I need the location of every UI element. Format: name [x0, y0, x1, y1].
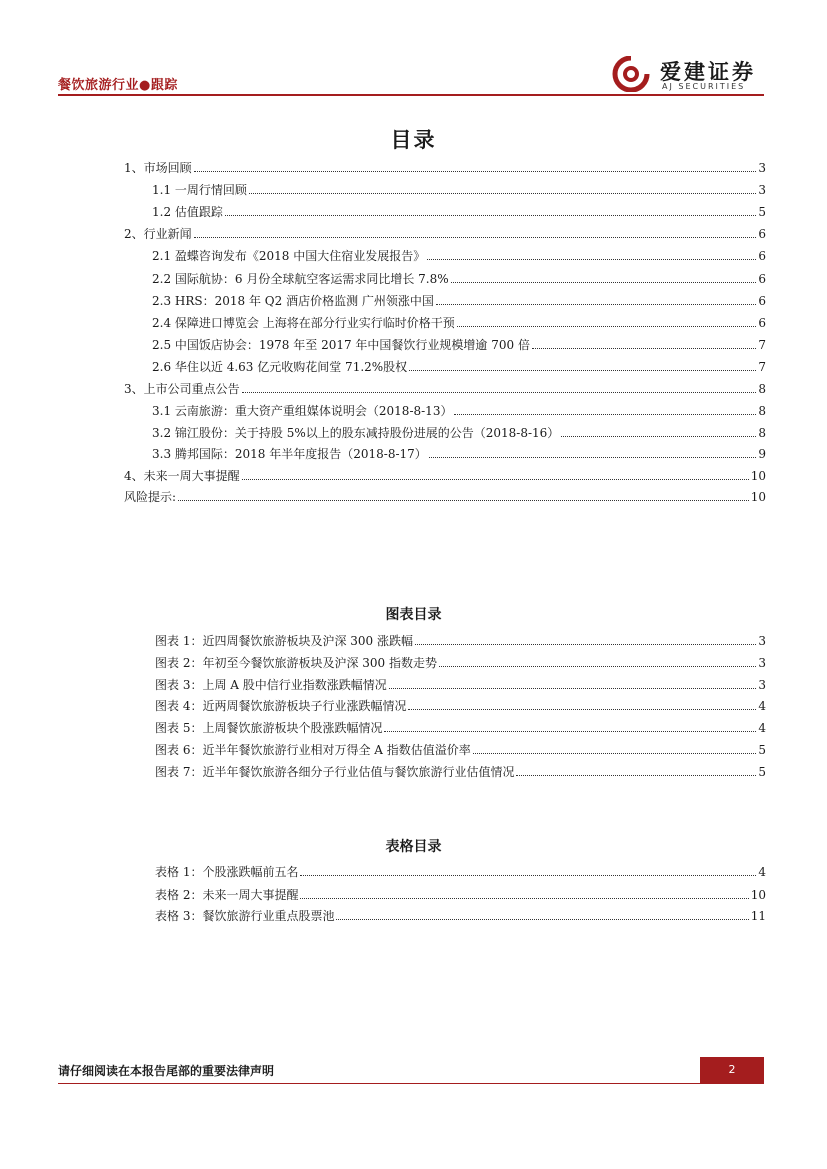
toc-entry-page: 6 — [758, 249, 766, 263]
table-entry-page: 10 — [750, 888, 766, 902]
toc-entry[interactable] — [124, 465, 766, 483]
toc-entry[interactable] — [152, 334, 766, 352]
table-entry-page: 11 — [750, 909, 766, 923]
toc-entry-text: 风险提示: — [124, 490, 177, 504]
figure-entry[interactable] — [155, 761, 766, 779]
figure-entry-text: 图表 3：上周 A 股中信行业指数涨跌幅情况 — [155, 678, 387, 692]
toc-entry-text: 3.3 腾邦国际：2018 年半年度报告（2018-8-17） — [152, 447, 427, 461]
toc-entry[interactable] — [152, 201, 766, 219]
page-number: 2 — [700, 1057, 764, 1083]
footer-divider — [58, 1083, 764, 1084]
toc-entry-page: 6 — [758, 316, 766, 330]
toc-entry-page: 10 — [750, 490, 766, 504]
toc-entry-page: 5 — [758, 205, 766, 219]
toc-entry-text: 3.2 锦江股份：关于持股 5%以上的股东减持股份进展的公告（2018-8-16） — [152, 426, 560, 440]
figure-entry-text: 图表 7：近半年餐饮旅游各细分子行业估值与餐饮旅游行业估值情况 — [155, 765, 515, 779]
toc-entry[interactable] — [152, 312, 766, 330]
toc-entry[interactable] — [152, 356, 766, 374]
toc-entry-page: 7 — [758, 338, 766, 352]
figure-entry[interactable] — [155, 630, 766, 648]
footer-disclaimer: 请仔细阅读在本报告尾部的重要法律声明 — [58, 1064, 275, 1078]
table-entry[interactable] — [155, 861, 766, 879]
tables-title: 表格目录 — [385, 839, 442, 855]
toc-entry[interactable] — [124, 486, 766, 504]
figure-entry-page: 5 — [758, 743, 766, 757]
toc-entry-page: 10 — [750, 469, 766, 483]
header-divider — [58, 94, 764, 96]
table-entry[interactable] — [155, 884, 766, 902]
toc-entry-text: 1.1 一周行情回顾 — [152, 183, 247, 197]
figure-entry-text: 图表 1：近四周餐饮旅游板块及沪深 300 涨跌幅 — [155, 634, 413, 648]
table-entry-text: 表格 3：餐饮旅游行业重点股票池 — [155, 909, 335, 923]
header-title: 餐饮旅游行业●跟踪 — [58, 78, 178, 93]
toc-entry-page: 7 — [758, 360, 766, 374]
toc-entry-page: 6 — [758, 294, 766, 308]
toc-entry-text: 3、上市公司重点公告 — [124, 382, 240, 396]
figure-entry-page: 3 — [758, 634, 766, 648]
figure-entry[interactable] — [155, 695, 766, 713]
table-entry[interactable] — [155, 905, 766, 923]
toc-title: 目录 — [390, 127, 437, 152]
figure-entry-page: 5 — [758, 765, 766, 779]
figure-entry-text: 图表 6：近半年餐饮旅游行业相对万得全 A 指数估值溢价率 — [155, 743, 471, 757]
toc-entry[interactable] — [152, 422, 766, 440]
toc-entry-page: 9 — [758, 447, 766, 461]
toc-entry-text: 1.2 估值跟踪 — [152, 205, 223, 219]
toc-entry-page: 3 — [758, 161, 766, 175]
toc-entry[interactable] — [124, 223, 766, 241]
toc-entry[interactable] — [152, 179, 766, 197]
toc-entry[interactable] — [152, 443, 766, 461]
table-entry-text: 表格 1：个股涨跌幅前五名 — [155, 865, 299, 879]
figure-entry[interactable] — [155, 674, 766, 692]
toc-entry-text: 3.1 云南旅游：重大资产重组媒体说明会（2018-8-13） — [152, 404, 453, 418]
table-entry-text: 表格 2：未来一周大事提醒 — [155, 888, 299, 902]
toc-entry-page: 8 — [758, 404, 766, 418]
toc-entry-page: 6 — [758, 272, 766, 286]
figure-entry-text: 图表 4：近两周餐饮旅游板块子行业涨跌幅情况 — [155, 699, 407, 713]
toc-entry-page: 8 — [758, 382, 766, 396]
logo-english-name: AJ SECURITIES — [662, 82, 746, 91]
toc-entry[interactable] — [124, 378, 766, 396]
logo-chinese-name: 爱建证券 — [660, 60, 756, 84]
toc-entry-text: 2.5 中国饭店协会：1978 年至 2017 年中国餐饮行业规模增逾 700 倍 — [152, 338, 530, 352]
toc-entry[interactable] — [152, 245, 766, 263]
figure-entry-page: 4 — [758, 721, 766, 735]
figure-entry-page: 3 — [758, 678, 766, 692]
toc-entry[interactable] — [152, 268, 766, 286]
toc-entry-text: 2.6 华住以近 4.63 亿元收购花间堂 71.2%股权 — [152, 360, 408, 374]
figure-entry-text: 图表 2：年初至今餐饮旅游板块及沪深 300 指数走势 — [155, 656, 437, 670]
toc-entry-text: 2、行业新闻 — [124, 227, 192, 241]
figure-entry-text: 图表 5：上周餐饮旅游板块个股涨跌幅情况 — [155, 721, 383, 735]
toc-entry-text: 2.4 保障进口博览会 上海将在部分行业实行临时价格干预 — [152, 316, 455, 330]
logo-mark-icon — [610, 56, 652, 92]
toc-entry-text: 2.3 HRS：2018 年 Q2 酒店价格监测 广州领涨中国 — [152, 294, 434, 308]
toc-entry-text: 2.1 盈蝶咨询发布《2018 中国大住宿业发展报告》 — [152, 249, 426, 263]
company-logo — [610, 54, 770, 94]
toc-entry[interactable] — [124, 157, 766, 175]
figures-title: 图表目录 — [385, 607, 442, 623]
figure-entry-page: 3 — [758, 656, 766, 670]
toc-entry[interactable] — [152, 290, 766, 308]
toc-entry-text: 2.2 国际航协：6 月份全球航空客运需求同比增长 7.8% — [152, 272, 449, 286]
figure-entry[interactable] — [155, 739, 766, 757]
figure-entry-page: 4 — [758, 699, 766, 713]
figure-entry[interactable] — [155, 717, 766, 735]
toc-entry-text: 4、未来一周大事提醒 — [124, 469, 240, 483]
figure-entry[interactable] — [155, 652, 766, 670]
toc-entry[interactable] — [152, 400, 766, 418]
toc-entry-page: 8 — [758, 426, 766, 440]
toc-entry-page: 6 — [758, 227, 766, 241]
table-entry-page: 4 — [758, 865, 766, 879]
toc-entry-page: 3 — [758, 183, 766, 197]
toc-entry-text: 1、市场回顾 — [124, 161, 192, 175]
